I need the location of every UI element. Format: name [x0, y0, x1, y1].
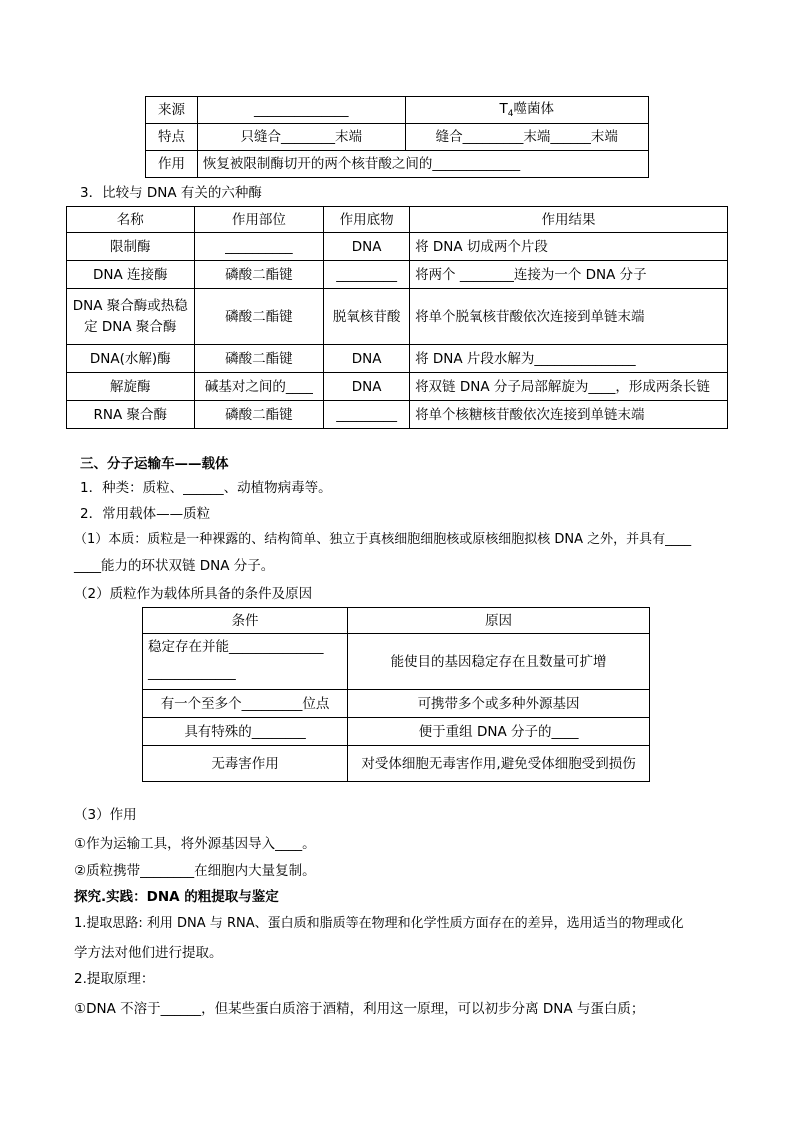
table-cell: 便于重组 DNA 分子的____ — [348, 718, 650, 746]
table-cell: 磷酸二酯键 — [194, 401, 324, 429]
condition-text-cont: _____________ — [148, 665, 236, 681]
table-cell: __________ — [194, 233, 324, 261]
paragraph: （3）作用 — [74, 807, 137, 823]
table-cell: 缝合_________末端______末端 — [405, 124, 648, 151]
table-cell: 将 DNA 片段水解为_______________ — [410, 345, 728, 373]
table-cell — [143, 634, 348, 690]
table-header: 作用部位 — [194, 207, 324, 233]
table-cell: 作用 — [146, 151, 198, 178]
table-cell: _________ — [324, 261, 410, 289]
table-cell: 将两个 ________连接为一个 DNA 分子 — [410, 261, 728, 289]
paragraph: （2）质粒作为载体所具备的条件及原因 — [74, 586, 313, 602]
part-title: 三、分子运输车——载体 — [80, 456, 229, 472]
paragraph: 学方法对他们进行提取。 — [74, 945, 223, 961]
table-cell: 磷酸二酯键 — [194, 289, 324, 345]
table-cell: 磷酸二酯键 — [194, 345, 324, 373]
paragraph: 2．常用载体——质粒 — [80, 506, 211, 522]
table-cell: DNA 聚合酶或热稳定 DNA 聚合酶 — [67, 289, 195, 345]
paragraph: ①DNA 不溶于______，但某些蛋白质溶于酒精，利用这一原理，可以初步分离 DNA 与蛋白质； — [74, 1001, 645, 1017]
table-cell: 将 DNA 切成两个片段 — [410, 233, 728, 261]
table-cell: 解旋酶 — [67, 373, 195, 401]
table-cell: 将单个脱氧核苷酸依次连接到单链末端 — [410, 289, 728, 345]
table-cell: ______________ — [197, 97, 405, 124]
table-cell: 对受体细胞无毒害作用,避免受体细胞受到损伤 — [348, 746, 650, 782]
table-header: 原因 — [348, 608, 650, 634]
table-header: 作用底物 — [324, 207, 410, 233]
section-title: 探究.实践：DNA 的粗提取与鉴定 — [74, 889, 279, 905]
paragraph: 1．种类：质粒、______、动植物病毒等。 — [80, 480, 332, 496]
table-cell: 无毒害作用 — [143, 746, 348, 782]
table-cell: 可携带多个或多种外源基因 — [348, 690, 650, 718]
enzyme-table — [66, 206, 728, 429]
table-header: 作用结果 — [410, 207, 728, 233]
table-header: 条件 — [143, 608, 348, 634]
table-cell: DNA(水解)酶 — [67, 345, 195, 373]
paragraph: 2.提取原理： — [74, 971, 155, 987]
table-cell: DNA — [324, 373, 410, 401]
table-cell: DNA 连接酶 — [67, 261, 195, 289]
ligase-table — [145, 96, 649, 178]
table-cell: 限制酶 — [67, 233, 195, 261]
table-cell: 具有特殊的________ — [143, 718, 348, 746]
table-cell: 来源 — [146, 97, 198, 124]
table-cell: 将单个核糖核苷酸依次连接到单链末端 — [410, 401, 728, 429]
table-cell: _________ — [324, 401, 410, 429]
paragraph: （1）本质：质粒是一种裸露的、结构简单、独立于真核细胞细胞核或原核细胞拟核 DNA 之外，并具有____ — [74, 532, 692, 547]
table-cell: 磷酸二酯键 — [194, 261, 324, 289]
table-cell: 特点 — [146, 124, 198, 151]
section-title: 3．比较与 DNA 有关的六种酶 — [80, 185, 262, 201]
table-cell: 有一个至多个_________位点 — [143, 690, 348, 718]
table-cell: 能使目的基因稳定存在且数量可扩增 — [348, 634, 650, 690]
table-cell: DNA — [324, 345, 410, 373]
plasmid-conditions-table — [142, 607, 650, 782]
paragraph: ②质粒携带________在细胞内大量复制。 — [74, 863, 316, 879]
table-header: 名称 — [67, 207, 195, 233]
condition-text: 稳定存在并能______________ — [148, 639, 324, 655]
table-cell: 将双链 DNA 分子局部解旋为____，形成两条长链 — [410, 373, 728, 401]
table-cell: 只缝合________末端 — [197, 124, 405, 151]
table-cell: 恢复被限制酶切开的两个核苷酸之间的_____________ — [197, 151, 648, 178]
table-cell: 碱基对之间的____ — [194, 373, 324, 401]
paragraph: ____能力的环状双链 DNA 分子。 — [74, 558, 275, 574]
table-cell: $T_4$噬菌体 — [405, 97, 648, 124]
paragraph: 1.提取思路: 利用 DNA 与 RNA、蛋白质和脂质等在物理和化学性质方面存在的差异，选用适当的物理或化 — [74, 916, 684, 931]
table-cell: DNA — [324, 233, 410, 261]
table-cell: 脱氧核苷酸 — [324, 289, 410, 345]
paragraph: ①作为运输工具，将外源基因导入____。 — [74, 836, 316, 852]
table-cell: RNA 聚合酶 — [67, 401, 195, 429]
